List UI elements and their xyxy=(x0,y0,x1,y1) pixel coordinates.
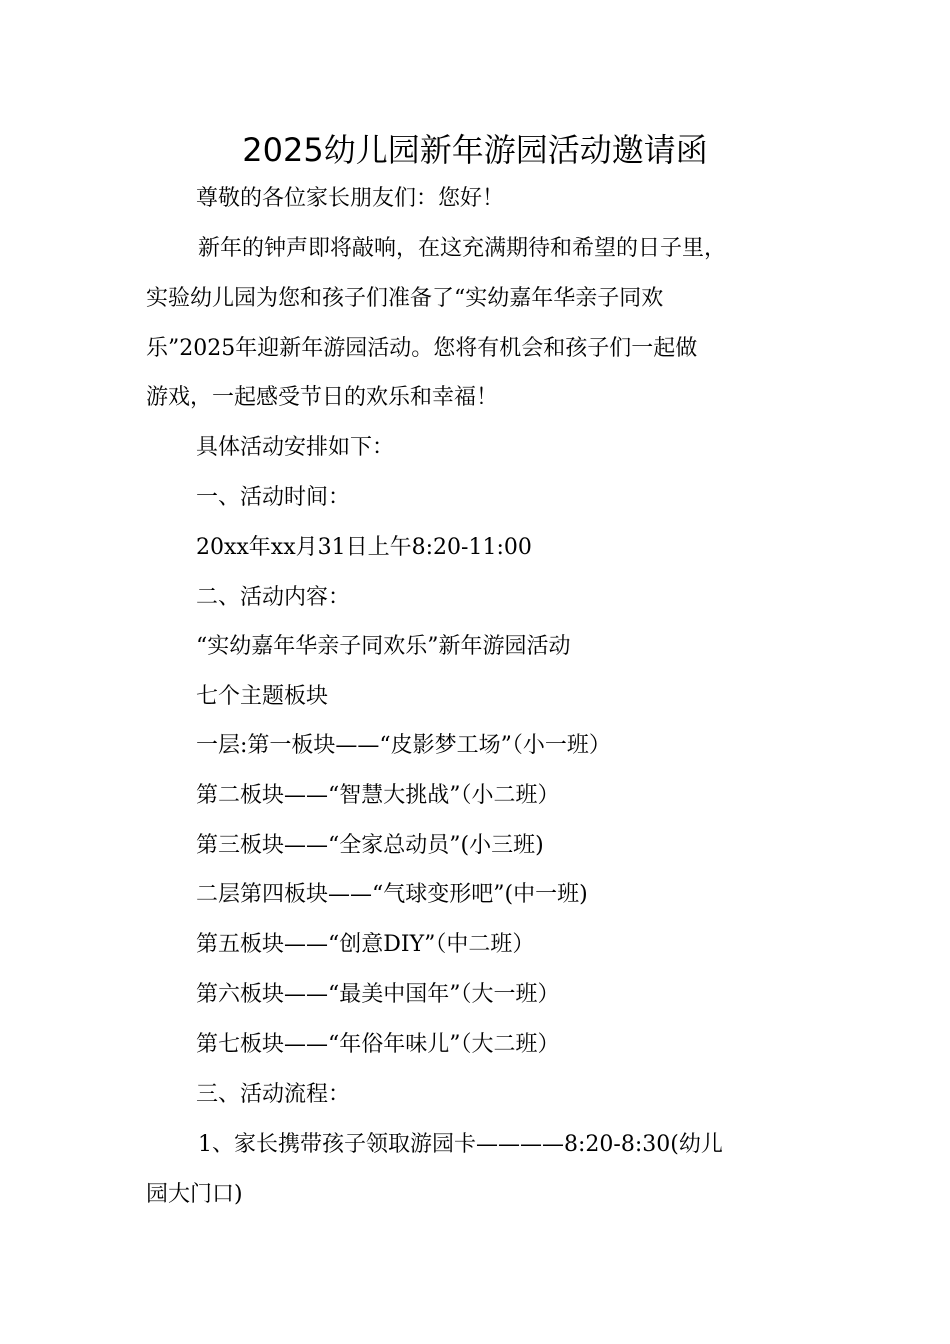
arrangement-heading: 具体活动安排如下： xyxy=(196,435,395,460)
module-item-4: 二层第四板块——“气球变形吧”(中一班) xyxy=(196,882,588,907)
module-item-1: 一层:第一板块——“皮影梦工场”（小一班） xyxy=(196,733,611,758)
module-item-6: 第六板块——“最美中国年”（大一班） xyxy=(196,982,560,1007)
section-heading-content: 二、活动内容： xyxy=(196,585,351,610)
section-heading-process: 三、活动流程： xyxy=(196,1082,351,1107)
intro-line-4: 游戏，一起感受节日的欢乐和幸福！ xyxy=(146,385,499,410)
document-title: 2025幼儿园新年游园活动邀请函 xyxy=(242,131,708,169)
module-item-5: 第五板块——“创意DIY”（中二班） xyxy=(196,932,535,957)
module-item-2: 第二板块——“智慧大挑战”（小二班） xyxy=(196,783,560,808)
process-step-1-continued: 园大门口) xyxy=(146,1182,243,1207)
module-item-3: 第三板块——“全家总动员”(小三班) xyxy=(196,833,544,858)
process-step-1: 1、家长携带孩子领取游园卡————8:20-8:30(幼儿 xyxy=(198,1132,723,1157)
module-item-7: 第七板块——“年俗年味儿”（大二班） xyxy=(196,1032,560,1057)
intro-line-1: 新年的钟声即将敲响，在这充满期待和希望的日子里， xyxy=(198,236,727,261)
intro-line-2: 实验幼儿园为您和孩子们准备了“实幼嘉年华亲子同欢 xyxy=(146,286,664,311)
intro-line-3: 乐”2025年迎新年游园活动。您将有机会和孩子们一起做 xyxy=(146,336,698,361)
greeting: 尊敬的各位家长朋友们：您好！ xyxy=(196,186,505,211)
activity-time: 20xx年xx月31日上午8:20-11:00 xyxy=(196,535,532,560)
section-heading-time: 一、活动时间： xyxy=(196,485,351,510)
activity-name: “实幼嘉年华亲子同欢乐”新年游园活动 xyxy=(196,634,571,659)
modules-heading: 七个主题板块 xyxy=(196,684,329,709)
